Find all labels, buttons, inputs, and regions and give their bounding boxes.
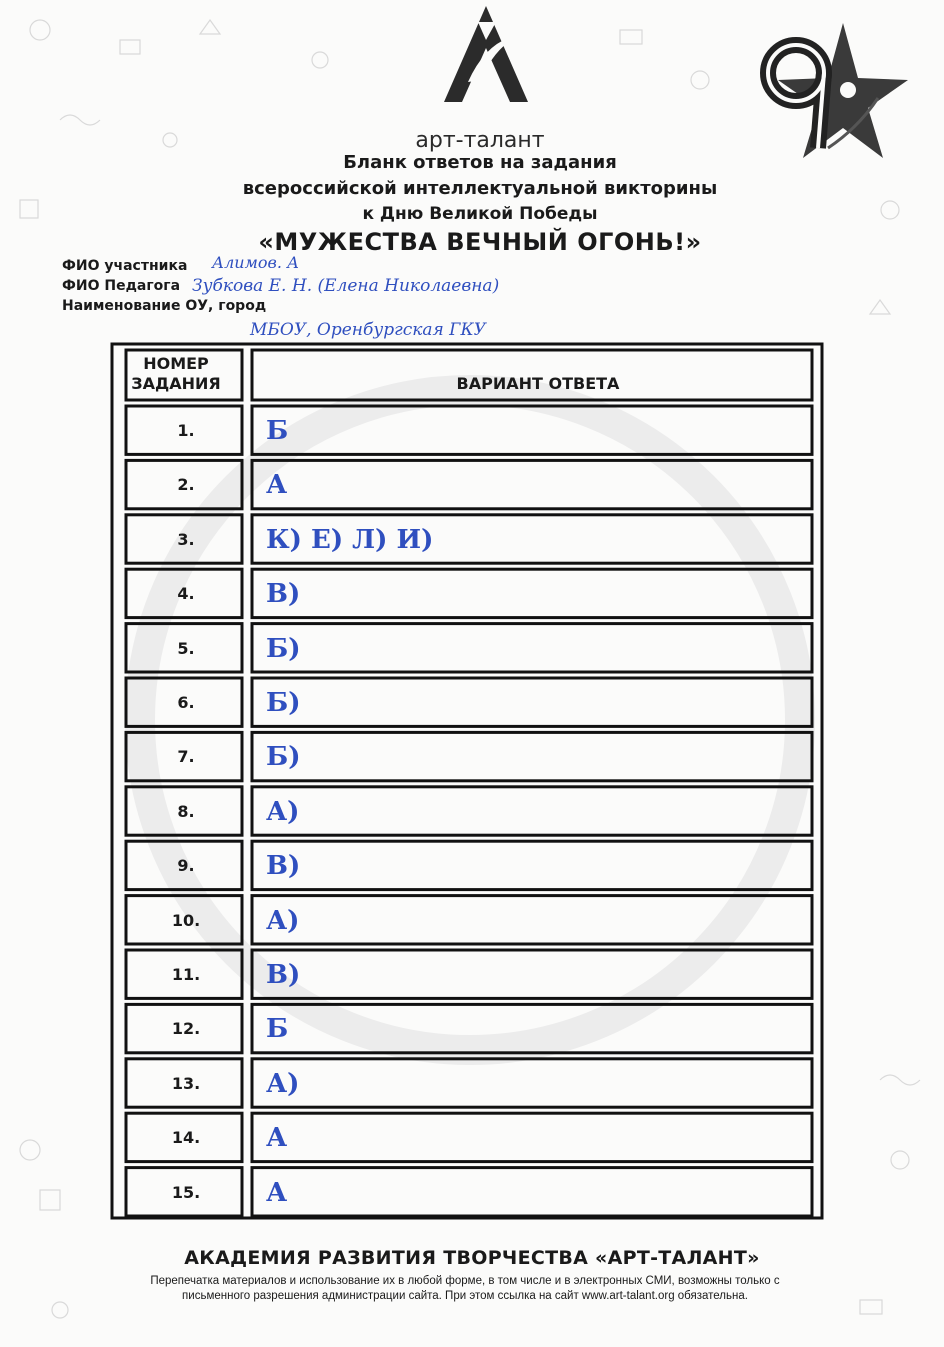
row-number: 12. xyxy=(171,1019,201,1039)
row-answer-cell xyxy=(252,787,812,835)
row-number: 14. xyxy=(171,1128,201,1148)
row-answer-cell xyxy=(252,678,812,726)
row-answer-cell xyxy=(252,1168,812,1216)
participant-label: ФИО участника xyxy=(62,258,188,274)
row-answer-cell xyxy=(252,950,812,998)
row-answer: Б) xyxy=(266,688,301,718)
row-answer-cell xyxy=(252,624,812,672)
row-answer: А xyxy=(266,470,288,501)
form-title-line2: всероссийской интеллектуальной викторины xyxy=(242,178,718,199)
row-answer: В) xyxy=(266,851,301,882)
footer-note-line2: письменного разрешения администрации сайта. При этом ссылка на сайт www.art-talant.org обязательна. xyxy=(182,1290,748,1302)
row-answer: А xyxy=(266,1177,288,1208)
school-label: Наименование ОУ, город xyxy=(62,298,267,314)
row-answer: К) Е) Л) И) xyxy=(266,524,434,555)
row-answer-cell xyxy=(252,1059,812,1107)
row-number: 7. xyxy=(177,747,195,767)
row-answer: А xyxy=(266,1123,288,1154)
footer-note-line1: Перепечатка материалов и использование их в любой форме, в том числе и в электронных СМИ, возможны только с xyxy=(150,1275,780,1287)
row-number: 1. xyxy=(177,421,195,440)
row-number: 13. xyxy=(171,1073,201,1093)
footer-note xyxy=(70,1274,860,1304)
teacher-value: Зубкова Е. Н. (Елена Николаевна) xyxy=(192,276,500,296)
row-number: 5. xyxy=(177,638,195,658)
row-answer-cell xyxy=(252,406,812,454)
participant-value: Алимов. А xyxy=(212,253,300,272)
column-header-number: НОМЕР ЗАДАНИЯ xyxy=(131,354,221,393)
row-answer-cell xyxy=(252,460,812,508)
row-number: 6. xyxy=(177,693,195,712)
row-answer: Б) xyxy=(266,742,301,773)
row-number: 9. xyxy=(177,856,195,876)
art-talant-logo-icon xyxy=(438,2,534,112)
row-answer-cell xyxy=(252,1113,812,1161)
row-answer-cell xyxy=(252,569,812,617)
row-answer: А) xyxy=(266,905,300,936)
row-number: 10. xyxy=(171,910,201,930)
row-number: 11. xyxy=(171,965,201,984)
row-answer-cell xyxy=(252,896,812,944)
footer-title: АКАДЕМИЯ РАЗВИТИЯ ТВОРЧЕСТВА «АРТ-ТАЛАНТ» xyxy=(184,1247,760,1269)
row-answer-cell xyxy=(252,1004,812,1052)
form-title-line3: к Дню Великой Победы xyxy=(362,204,598,224)
row-answer: В) xyxy=(266,960,301,990)
row-answer: Б) xyxy=(266,633,301,664)
quiz-title: «МУЖЕСТВА ВЕЧНЫЙ ОГОНЬ!» xyxy=(258,228,702,256)
row-answer: А) xyxy=(266,1068,300,1099)
row-number: 4. xyxy=(177,584,195,604)
school-value: МБОУ, Оренбургская ГКУ xyxy=(250,320,486,340)
row-number: 8. xyxy=(177,801,195,821)
row-answer: Б xyxy=(266,1014,289,1045)
row-number: 15. xyxy=(171,1182,201,1202)
row-answer: А) xyxy=(266,796,300,827)
row-answer: Б xyxy=(266,416,289,446)
column-header-answer: ВАРИАНТ ОТВЕТА xyxy=(456,374,620,393)
brand-name: арт-талант xyxy=(415,128,545,153)
answer-table xyxy=(108,342,826,1222)
row-answer: В) xyxy=(266,579,301,610)
row-answer-cell xyxy=(252,841,812,889)
teacher-label: ФИО Педагога xyxy=(62,278,181,294)
row-number: 3. xyxy=(177,529,195,549)
row-number: 2. xyxy=(177,475,195,495)
form-title-line1: Бланк ответов на задания xyxy=(343,152,617,173)
row-answer-cell xyxy=(252,732,812,780)
